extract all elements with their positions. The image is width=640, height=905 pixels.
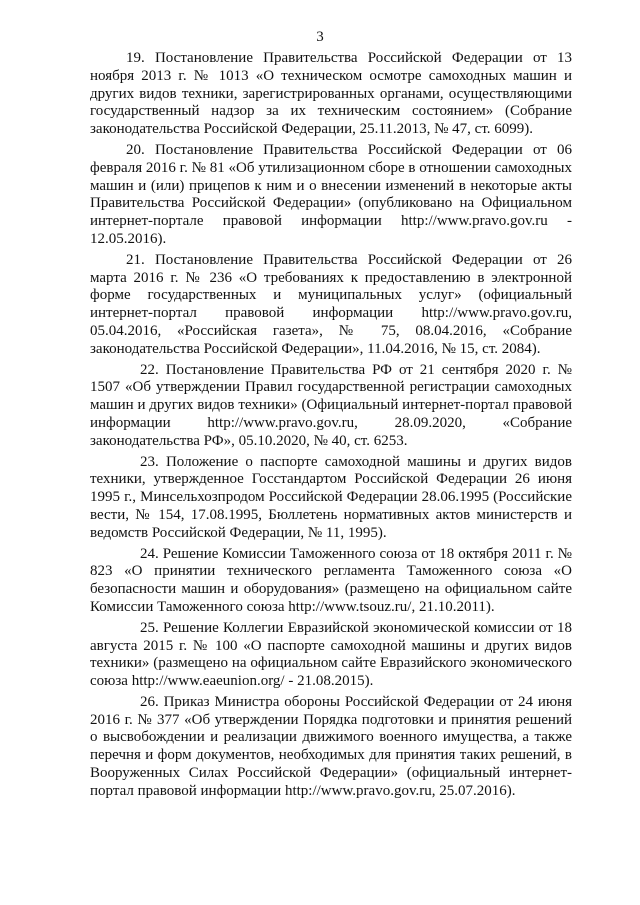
list-item: 21. Постановление Правительства Российской Федерации от 26 марта 2016 г. № 236 «О требованиях к предоставлению в электронной форме государственных и муниципальных услуг» (официальный интернет-портал правовой информации http://www.pravo.gov.ru, 05.04.2016, «Российская газета», № 75, 08.04.2016, «Собрание законодательства Российской Федерации», 11.04.2016, № 15, ст. 2084). xyxy=(90,251,572,357)
list-item: 24. Решение Комиссии Таможенного союза от 18 октября 2011 г. № 823 «О принятии технического регламента Таможенного союза «О безопасности машин и оборудования» (размещено на официальном сайте Комиссии Таможенного союза http://www.tsouz.ru/, 21.10.2011). xyxy=(90,545,572,615)
list-item: 25. Решение Коллегии Евразийской экономической комиссии от 18 августа 2015 г. № 100 «О паспорте самоходной машины и других видов техники» (размещено на официальном сайте Евразийского экономического союза http://www.eaeunion.org/ - 21.08.2015). xyxy=(90,619,572,690)
list-item: 20. Постановление Правительства Российской Федерации от 06 февраля 2016 г. № 81 «Об утилизационном сборе в отношении самоходных машин и (или) прицепов к ним и о внесении изменений в некоторые акты Правительства Российской Федерации» (опубликовано на Официальном интернет-портале правовой информации http://www.pravo.gov.ru - 12.05.2016). xyxy=(90,141,572,247)
list-item: 26. Приказ Министра обороны Российской Федерации от 24 июня 2016 г. № 377 «Об утверждении Порядка подготовки и принятия решений о высвобождении и реализации движимого военного имущества, а также перечня и форм документов, необходимых для принятия таких решений, в Вооруженных Силах Российской Федерации» (официальный интернет-портал правовой информации http://www.pravo.gov.ru, 25.07.2016). xyxy=(90,693,572,799)
list-item: 22. Постановление Правительства РФ от 21 сентября 2020 г. № 1507 «Об утверждении Правил государственной регистрации самоходных машин и других видов техники» (Официальный интернет-портал правовой информации http://www.pravo.gov.ru, 28.09.2020, «Собрание законодательства РФ», 05.10.2020, № 40, ст. 6253. xyxy=(90,361,572,449)
list-item: 23. Положение о паспорте самоходной машины и других видов техники, утвержденное Госстандартом Российской Федерации 26 июня 1995 г., Минсельхозпродом Российской Федерации 28.06.1995 (Российские вести, № 154, 17.08.1995, Бюллетень нормативных актов министерств и ведомств Российской Федерации, № 11, 1995). xyxy=(90,453,572,541)
reference-list xyxy=(90,50,572,804)
list-item: 19. Постановление Правительства Российской Федерации от 13 ноября 2013 г. № 1013 «О техническом осмотре самоходных машин и других видов техники, зарегистрированных органами, осуществляющими государственный надзор за их техническим состоянием» (Собрание законодательства Российской Федерации, 25.11.2013, № 47, ст. 6099). xyxy=(90,50,572,138)
page-number: 3 xyxy=(316,29,324,45)
